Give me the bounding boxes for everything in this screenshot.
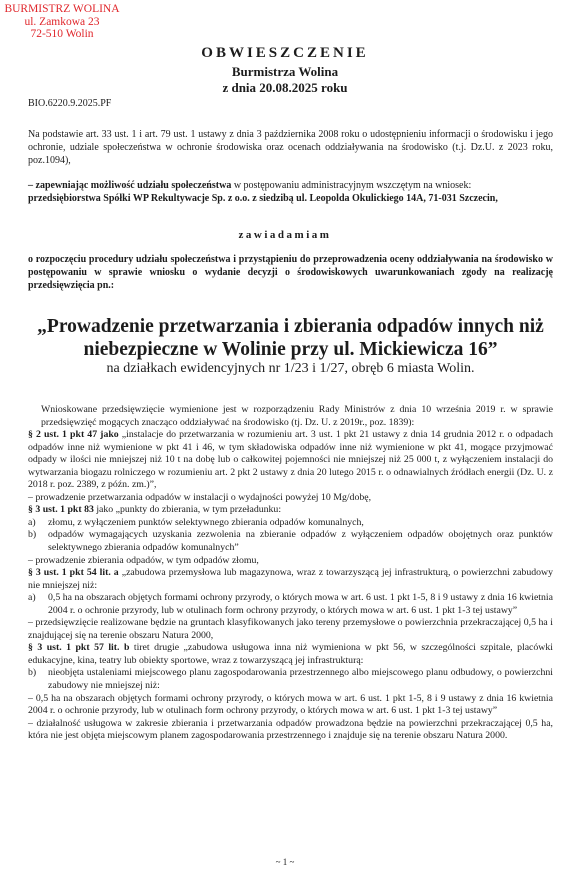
item-text: złomu, z wyłączeniem punktów selektywnego zbierania odpadów komunalnych, <box>48 516 364 528</box>
paragraph-2-item-a <box>28 517 553 530</box>
participation-line <box>28 179 553 192</box>
notice-body: o rozpoczęciu procedury udziału społeczeństwa i przystąpieniu do przeprowadzenia oceny oddziaływania na środowisko w postępowaniu w sprawie wniosku o wydanie decyzji o środowiskowych uwarunkowaniach zgody na realizację przedsięwzięcia pn.: <box>28 254 553 292</box>
paragraph-3-item-a <box>28 592 553 617</box>
page-number: ~ 1 ~ <box>275 857 295 867</box>
paragraph-3-text: „zabudowa przemysłowa lub magazynowa, wraz z towarzyszącą jej infrastrukturą, o powierzchni zabudowy nie mniejszej niż: <box>28 567 553 591</box>
document-title: OBWIESZCZENIE <box>201 45 369 61</box>
item-text: 0,5 ha na obszarach objętych formami ochrony przyrody, o których mowa w art. 6 ust. 1 pkt 1-5, 8 i 9 ustawy z dnia 16 kwietnia 2004 r. o ochronie przyrody, lub w otulinach form ochrony przyrody, o których mowa w art. 6 ust. 1 pkt 1-3 tej ustawy” <box>48 592 553 616</box>
paragraph-2-item-b <box>28 529 553 554</box>
participation-bold: – zapewniając możliwość udziału społeczeństwa <box>28 180 232 191</box>
project-location: na działkach ewidencyjnych nr 1/23 i 1/27, obręb 6 miasta Wolin. <box>106 361 475 376</box>
paragraph-1-note: – prowadzenie przetwarzania odpadów w instalacji o wydajności powyżej 10 Mg/dobę, <box>28 491 372 503</box>
participation-section <box>28 179 553 205</box>
paragraph-3 <box>28 567 553 592</box>
paragraph-2-text: jako „punkty do zbierania, w tym przeładunku: <box>93 504 282 516</box>
paragraph-2-note: – prowadzenie zbierania odpadów, w tym odpadów złomu, <box>28 554 259 566</box>
applicant-name: przedsiębiorstwa Spółki WP Rekultywacje Sp. z o.o. z siedzibą ul. Leopolda Okulickiego 14A, 71-031 Szczecin, <box>28 193 498 205</box>
item-label: b) <box>28 667 37 679</box>
paragraph-1-text: „instalacje do przetwarzania w rozumieniu art. 3 ust. 1 pkt 21 ustawy z dnia 14 grudnia 2012 r. o odpadach odpadów inne niż wymienione w pkt 41 i 46, w tym składowiska odpadów inne niż wymienione w pkt 41, mogące przyjmować odpady w ilości nie mniejszej niż 10 t na dobę lub o całkowitej pojemności nie mniejszej niż 25 000 t, z wyłączeniem instalacji do wytwarzania biogazu rolniczego w rozumieniu art. 2 pkt 2 ustawy z dnia 20 lutego 2015 r. o odnawialnych źródłach energii (Dz. U. z 2018 r. poz. 2389, z późn. zm.)”, <box>28 429 554 491</box>
paragraph-4 <box>28 642 553 667</box>
item-label: b) <box>28 529 37 541</box>
document-issuer: Burmistrza Wolina <box>231 64 339 79</box>
project-title: „Prowadzenie przetwarzania i zbierania odpadów innych niż niebezpieczne w Wolinie przy ul. Mickiewicza 16” <box>37 316 544 360</box>
office-stamp <box>2 3 122 41</box>
stamp-line-2: ul. Zamkowa 23 <box>24 15 100 28</box>
notice-text <box>28 253 553 293</box>
participation-normal: w postępowaniu administracyjnym wszczętym na wniosek: <box>231 180 472 191</box>
paragraph-4-ref: § 3 ust. 1 pkt 57 lit. b <box>28 642 130 654</box>
paragraph-4-text: tiret drugie „zabudowa usługowa inna niż wymieniona w pkt 56, w szczególności szpitale, placówki edukacyjne, kina, teatry lub obiekty sportowe, wraz z towarzyszącą jej infrastrukturą: <box>28 642 553 666</box>
stamp-line-1: BURMISTRZ WOLINA <box>4 3 120 15</box>
legal-basis <box>28 128 553 168</box>
item-label: a) <box>28 516 36 528</box>
item-text: nieobjęta ustaleniami miejscowego planu zagospodarowania przestrzennego albo miejscowego planu odbudowy, o powierzchni zabudowy nie mniejszej niż: <box>48 667 553 692</box>
item-label: a) <box>28 592 36 604</box>
paragraph-3-ref: § 3 ust. 1 pkt 54 lit. a <box>28 567 119 579</box>
paragraph-1 <box>28 429 553 492</box>
document-date: z dnia 20.08.2025 roku <box>222 80 348 95</box>
body-intro: Wnioskowane przedsięwzięcie wymienione jest w rozporządzeniu Rady Ministrów z dnia 10 września 2019 r. w sprawie przedsięwzięć mogących znacząco oddziaływać na środowisko (tj. Dz. U. z 2019r., poz. 1839): <box>41 404 553 428</box>
paragraph-1-ref: § 2 ust. 1 pkt 47 jako <box>28 429 119 441</box>
case-signature: BIO.6220.9.2025.PF <box>28 98 112 109</box>
stamp-line-3: 72-510 Wolin <box>30 28 94 40</box>
paragraph-4-dash: – 0,5 ha na obszarach objętych formami ochrony przyrody, o których mowa w art. 6 ust. 1 pkt 1-5, 8 i 9 ustawy z dnia 16 kwietnia 2004 r. o ochronie przyrody, lub w otulinach form ochrony przyrody, o których mowa w art. 6 ust. 1 pkt 1-3 tej ustawy” <box>28 692 553 717</box>
paragraph-4-note: – działalność usługowa w zakresie zbierania i przetwarzania odpadów prowadzona będzie na powierzchni przekraczającej 0,5 ha, która nie jest objęta miejscowym planem zagospodarowania przestrzennego i znajduje się na terenie obszaru Natura 2000. <box>28 717 553 742</box>
paragraph-3-note: – przedsięwzięcie realizowane będzie na gruntach klasyfikowanych jako tereny przemysłowe o powierzchnia przekraczającej 0,5 ha i znajdującej się na terenie obszaru Natura 2000, <box>28 617 553 641</box>
paragraph-4-item-b <box>28 667 553 692</box>
document-body <box>28 404 553 743</box>
item-text: odpadów wymagających uzyskania zezwolenia na zbieranie odpadów z wyłączeniem odpadów obojętnych oraz punktów selektywnego zbierania odpadów komunalnych” <box>48 529 553 554</box>
legal-basis-text: Na podstawie art. 33 ust. 1 i art. 79 ust. 1 ustawy z dnia 3 października 2008 roku o udostępnieniu informacji o środowisku i jego ochronie, udziale społeczeństwa w ochronie środowiska oraz ocenach oddziaływania na środowisko (t.j. Dz.U. z 2023 roku, poz.1094), <box>28 129 553 167</box>
paragraph-2 <box>28 504 553 517</box>
notice-heading: zawiadamiam <box>238 229 332 241</box>
paragraph-2-ref: § 3 ust. 1 pkt 83 <box>28 504 94 516</box>
